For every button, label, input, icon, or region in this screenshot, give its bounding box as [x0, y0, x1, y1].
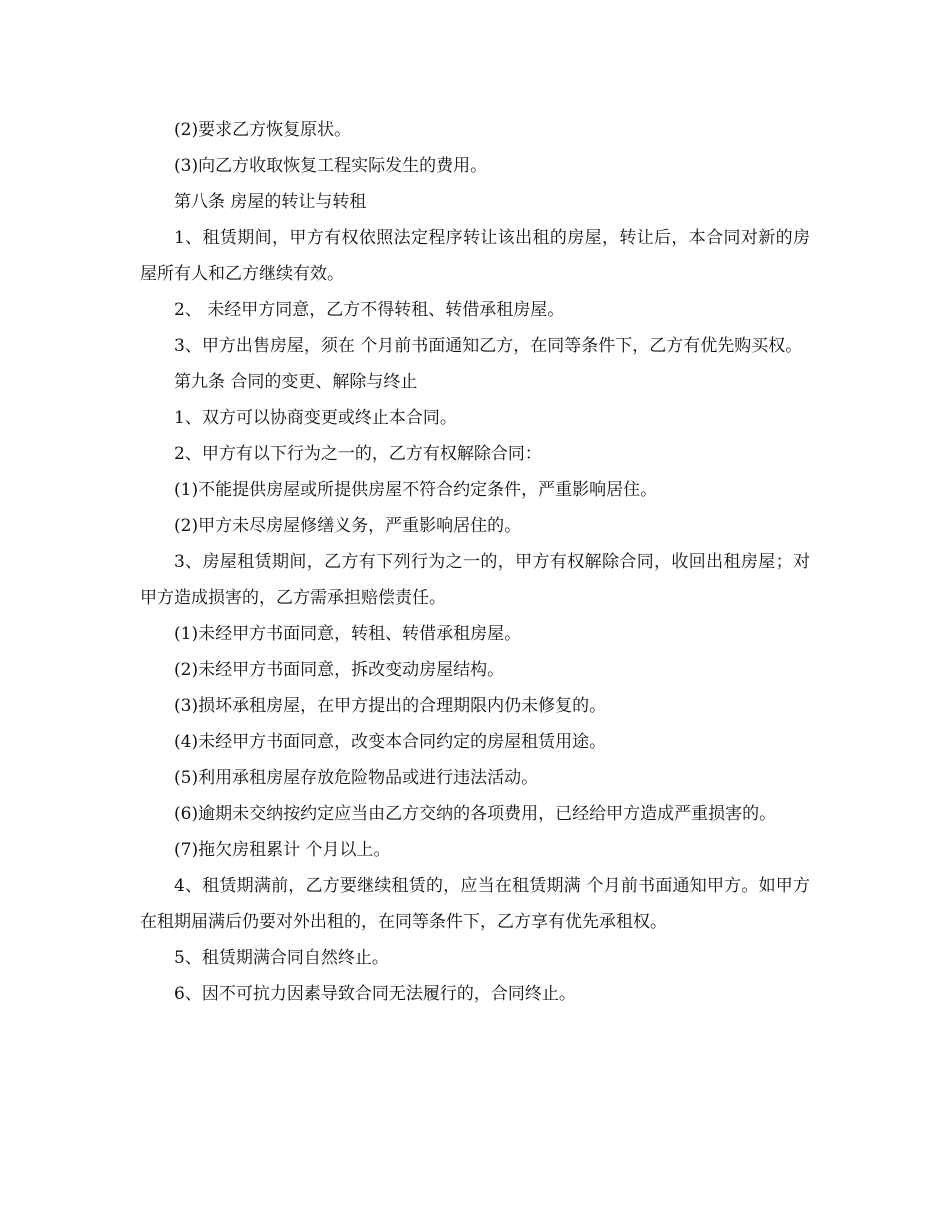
article-8-clause-1: 1、租赁期间，甲方有权依照法定程序转让该出租的房屋，转让后，本合同对新的房屋所有人和乙方继续有效。	[140, 228, 810, 284]
article-8-clause-2: 2、 未经甲方同意，乙方不得转租、转借承租房屋。	[174, 300, 565, 320]
article-9-clause-2-item-2: (2)甲方未尽房屋修缮义务，严重影响居住的。	[174, 516, 522, 536]
article-9-clause-5: 5、租赁期满合同自然终止。	[174, 948, 389, 968]
article-9-clause-3-item-4: (4)未经甲方书面同意，改变本合同约定的房屋租赁用途。	[174, 732, 607, 752]
article-9-clause-3-item-5: (5)利用承租房屋存放危险物品或进行违法活动。	[174, 768, 539, 788]
paragraph-restore-original: (2)要求乙方恢复原状。	[174, 120, 352, 140]
article-9-clause-3: 3、房屋租赁期间，乙方有下列行为之一的，甲方有权解除合同，收回出租房屋；对甲方造成损害的，乙方需承担赔偿责任。	[140, 552, 810, 608]
paragraph-restore-cost: (3)向乙方收取恢复工程实际发生的费用。	[174, 156, 488, 176]
article-9-clause-4: 4、租赁期满前，乙方要继续租赁的，应当在租赁期满 个月前书面通知甲方。如甲方在租期届满后仍要对外出租的，在同等条件下，乙方享有优先承租权。	[140, 876, 810, 932]
article-9-heading: 第九条 合同的变更、解除与终止	[174, 372, 418, 392]
article-8-heading: 第八条 房屋的转让与转租	[174, 192, 367, 212]
article-9-clause-3-item-6: (6)逾期未交纳按约定应当由乙方交纳的各项费用，已经给甲方造成严重损害的。	[174, 804, 777, 824]
article-9-clause-2-item-1: (1)不能提供房屋或所提供房屋不符合约定条件，严重影响居住。	[174, 480, 658, 500]
article-9-clause-1: 1、双方可以协商变更或终止本合同。	[174, 408, 457, 428]
article-9-clause-3-item-1: (1)未经甲方书面同意，转租、转借承租房屋。	[174, 624, 522, 644]
document-body	[140, 112, 810, 1012]
article-9-clause-6: 6、因不可抗力因素导致合同无法履行的，合同终止。	[174, 984, 576, 1004]
article-9-clause-3-item-2: (2)未经甲方书面同意，拆改变动房屋结构。	[174, 660, 505, 680]
article-9-clause-2: 2、甲方有以下行为之一的，乙方有权解除合同：	[174, 444, 542, 464]
article-9-clause-3-item-3: (3)损坏承租房屋，在甲方提出的合理期限内仍未修复的。	[174, 696, 607, 716]
article-8-clause-3: 3、甲方出售房屋，须在 个月前书面通知乙方，在同等条件下，乙方有优先购买权。	[174, 336, 803, 356]
article-9-clause-3-item-7: (7)拖欠房租累计 个月以上。	[174, 840, 391, 860]
